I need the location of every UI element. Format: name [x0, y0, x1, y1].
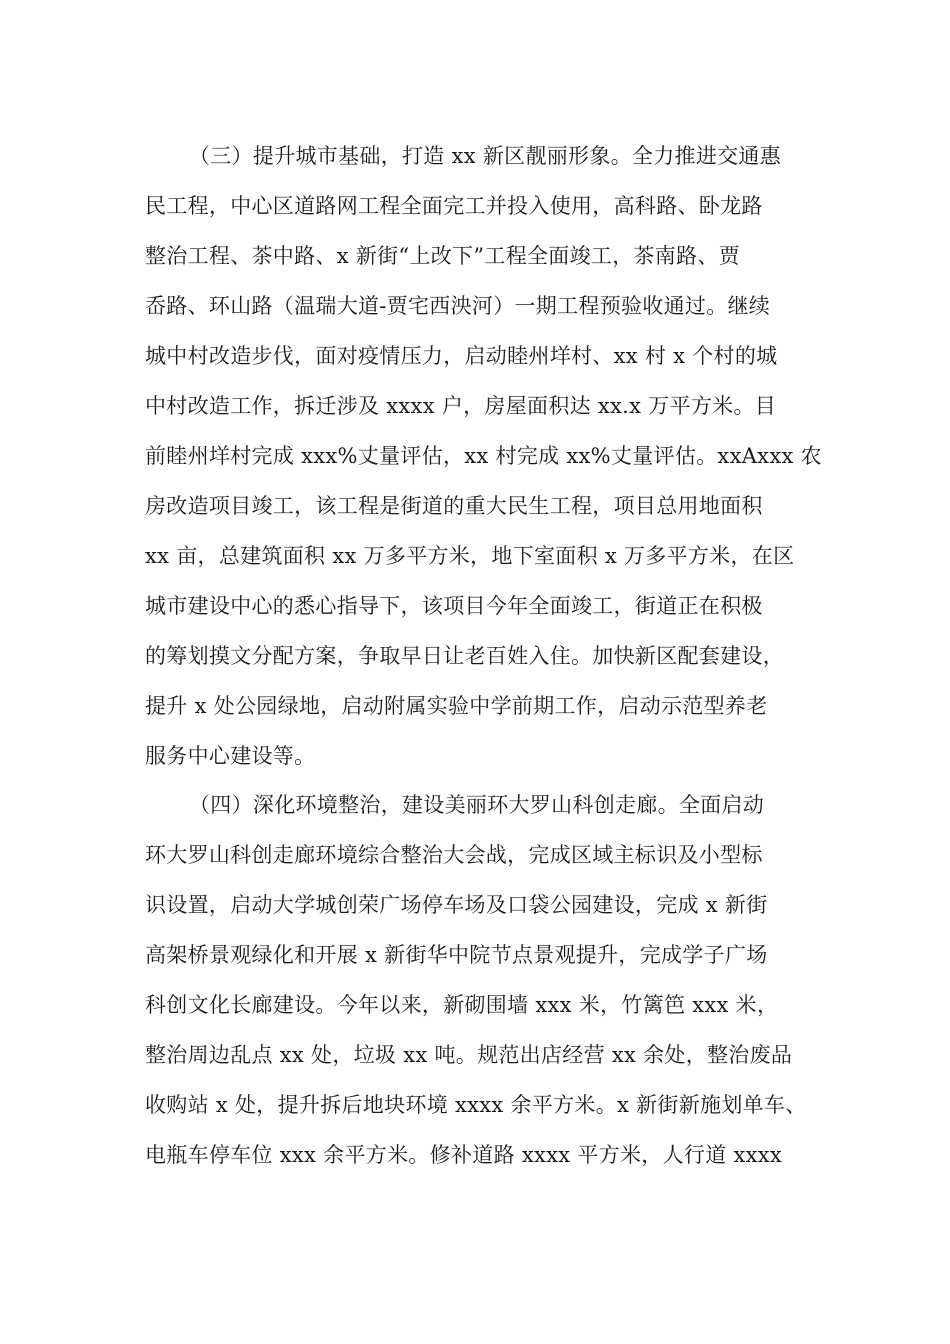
- text-line: 城中村改造步伐，面对疫情压力，启动睦州垟村、xx 村 x 个村的城: [145, 344, 778, 368]
- paragraph-environment-renovation: [145, 780, 805, 1180]
- text-line: 前睦州垟村完成 xxx%丈量评估，xx 村完成 xx%丈量评估。xxAxxx 农: [145, 444, 822, 468]
- text-line: 识设置，启动大学城创荣广场停车场及口袋公园建设，完成 x 新街: [145, 893, 768, 917]
- text-line: 收购站 x 处，提升拆后地块环境 xxxx 余平方米。x 新街新施划单车、: [145, 1093, 807, 1117]
- text-line: （四）深化环境整治，建设美丽环大罗山科创走廊。全面启动: [189, 793, 765, 817]
- text-line: 中村改造工作，拆迁涉及 xxxx 户，房屋面积达 xx.x 万平方米。目: [145, 394, 777, 418]
- text-line: 整治周边乱点 xx 处，垃圾 xx 吨。规范出店经营 xx 余处，整治废品: [145, 1043, 793, 1067]
- text-line: 服务中心建设等。: [145, 744, 316, 768]
- text-line: xx 亩，总建筑面积 xx 万多平方米，地下室面积 x 万多平方米，在区: [145, 544, 795, 568]
- text-line: 高架桥景观绿化和开展 x 新街华中院节点景观提升，完成学子广场: [145, 943, 768, 967]
- text-line: 民工程，中心区道路网工程全面完工并投入使用，高科路、卧龙路: [145, 194, 763, 218]
- text-line: 房改造项目竣工，该工程是街道的重大民生工程，项目总用地面积: [145, 494, 763, 518]
- text-line: 岙路、环山路（温瑞大道-贾宅西泱河）一期工程预验收通过。继续: [145, 294, 771, 318]
- text-line: 整治工程、茶中路、x 新街“上改下”工程全面竣工，茶南路、贾: [145, 244, 740, 268]
- text-line: 电瓶车停车位 xxx 余平方米。修补道路 xxxx 平方米，人行道 xxxx: [145, 1143, 783, 1167]
- text-line: 环大罗山科创走廊环境综合整治大会战，完成区域主标识及小型标: [145, 843, 763, 867]
- text-line: 科创文化长廊建设。今年以来，新砌围墙 xxx 米，竹篱笆 xxx 米，: [145, 993, 779, 1017]
- text-line: 提升 x 处公园绿地，启动附属实验中学前期工作，启动示范型养老: [145, 694, 768, 718]
- text-line: 城市建设中心的悉心指导下，该项目今年全面竣工，街道正在积极: [145, 594, 763, 618]
- text-line: （三）提升城市基础，打造 xx 新区靓丽形象。全力推进交通惠: [189, 144, 782, 168]
- paragraph-urban-infrastructure: [145, 131, 822, 781]
- text-line: 的筹划摸文分配方案，争取早日让老百姓入住。加快新区配套建设，: [145, 644, 784, 668]
